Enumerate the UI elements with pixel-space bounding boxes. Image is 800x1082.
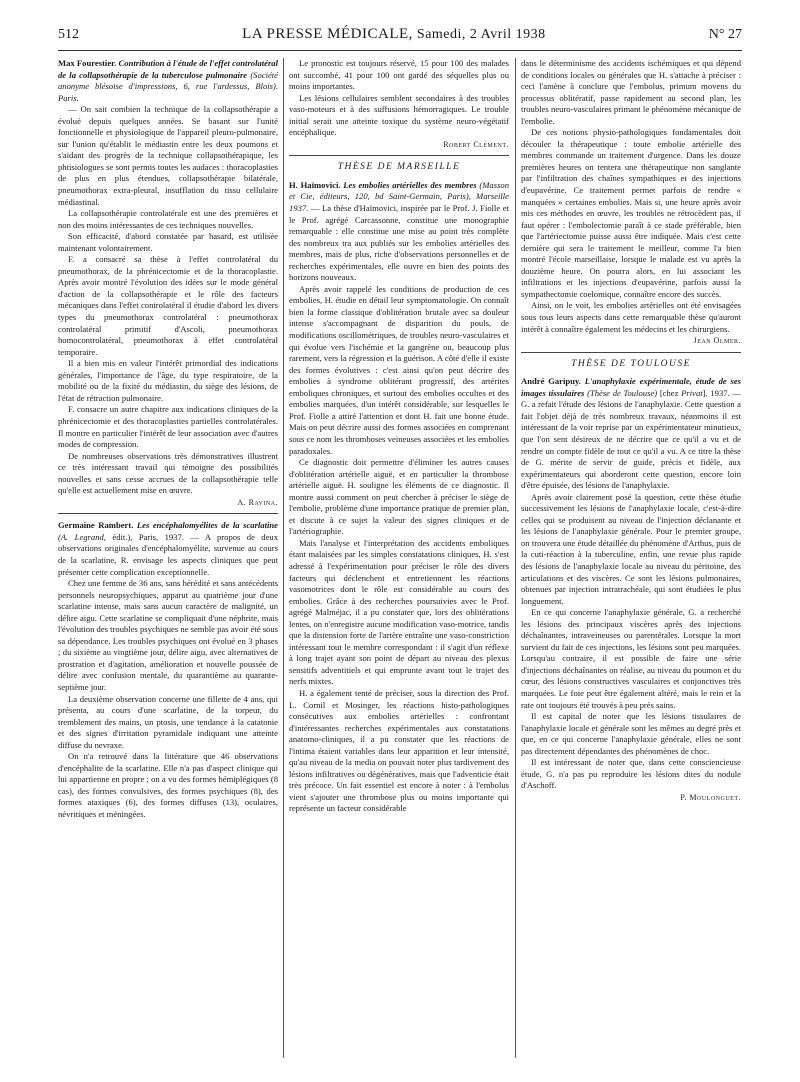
review-author: Germaine Rambert.: [58, 520, 134, 531]
paragraph: Après avoir rappelé les conditions de production de ces embolies, H. étudie en détail leur symptomatologie. On connaît bien la forme classique d'oblitération brutale avec sa douleur intense s'accompagnant de disparition du pouls, de modifications oscillométriques, de troubles neuro-vasculaires et qui évolue vers l'ischémie et la gangrène ou, beaucoup plus rarement, vers la régression et la guérison. A côté d'elle il existe des formes évolutives : c'est ainsi qu'on peut décrire des embolies à syndrome oblitérant progressif, des artérites emboliques chroniques, et surtout des embolies occultes et des embolies marquées, d'un intérêt considérable, sur lesquelles le Prof. Fiolle a attiré l'attention et dont H. fait une bonne étude. Mais on peut décrire aussi des formes associées en comprenant sous ce nom les thromboses veineuses associées et les embolies paradoxales.: [289, 283, 509, 456]
review-heading-haimovici: [289, 180, 509, 284]
paragraph: Il est intéressant de noter que, dans cette consciencieuse étude, G. n'a pas pu reproduire les lésions dites du nodule d'Aschoff.: [521, 757, 741, 791]
page-header: [58, 26, 742, 48]
column-1: [58, 58, 278, 1068]
journal-name: LA PRESSE MÉDICALE,: [242, 26, 413, 42]
paragraph: De ces notions physio-pathologiques fondamentales doit découler la thérapeutique : toute embolie artérielle des membres commande un traitement d'urgence. Dans les douze premières heures on tentera une thérapeutique non sanglante par l'infiltration des chaînes sympathiques et des injections d'eupavérine. Ce traitement permet parfois de rendre « manquées » certaines embolies. Mais si, une heure après avoir mis ces méthodes en œuvre, les troubles ne rétrocèdent pas, il faut opérer : l'embolectomie paraît à ce stade préférable, bien que l'artériectomie puisse aussi être indiquée. Mais c'est cette dernière qui sera le traitement le meilleur, comme l'a bien montré l'école marseillaise, lorsque le malade est vu après la douzième heure. On pourra alors, en lui associant les infiltrations et les injections d'eupavérine, parfois aussi la sympathectomie coelomique, connaître encore des succès.: [521, 127, 741, 299]
section-heading-toulouse: THÈSE DE TOULOUSE: [571, 358, 691, 369]
paragraph: — On sait combien la technique de la collapsothérapie a évolué depuis quelques années. Se basant sur l'unité fonctionnelle et physiologique de l'appareil pleuro-pulmonaire, sur l'union qu'établit le médiastin entre les deux poumons et s'aidant des progrès de la technique collapsothérapique, les phtisiologues se sont permis toutes les audaces : thoracoplasties de plus en plus étendues, collapsothérapie bilatérale, pneumothorax extra-pleural, insufflation du tissu cellulaire médiastinal.: [58, 104, 278, 207]
review-intro: — A propos de deux observations originales d'encéphalomyélite, survenue au cours de la scarlatine, R. envisage les aspects cliniques que peut présenter cette complication exceptionnelle.: [58, 531, 278, 577]
paragraph: La deuxième observation concerne une fillette de 4 ans, qui présenta, au cours d'une scarlatine, de la torpeur, du tremblement des mains, un ptosis, une tendance à la catatonie et des signes d'irritation pyramidale indiquant une atteinte diffuse du nevraxe.: [58, 693, 278, 750]
review-title: Contribution à l'étude de l'effet controlatéral de la collapsothérapie de la tuberculose pulmonaire: [58, 58, 278, 80]
review-signature: Robert Clément.: [443, 139, 509, 149]
review-publication: édit.), Paris, 1937.: [112, 531, 184, 542]
review-signature: A. Ravina.: [237, 497, 278, 507]
review-publisher: (A. Legrand,: [58, 531, 106, 542]
review-intro: — G. a refait l'étude des lésions de l'anaphylaxie. Cette question a fait l'objet déjà de très nombreux travaux, néanmoins il est intéressant de la voir reprise par un expérimentateur minutieux, que l'on sent désireux de ne décrire que ce qu'il a vu et de rendre un compte fidèle de tout ce qu'il a vu. A ce titre la thèse de G. mérite de servir de guide, précis et fidèle, aux expérimentateurs qui aborderont cette question, encore loin d'être épuisée, des lésions de l'anaphylaxie.: [521, 387, 741, 491]
paragraph: Il a bien mis en valeur l'intérêt primordial des indications générales, l'importance de l'âge, du type respiratoire, de la mobilité ou de la fixité du médiastin, du siège des lésions, de l'état de rétraction pulmonaire.: [58, 358, 278, 403]
review-publisher: (Société anonyme blésoise d'impressions, 6, rue l'ardessus, Blois). Paris.: [58, 69, 278, 103]
review-publisher-name: Privat: [681, 387, 703, 398]
paragraph: F. a consacré sa thèse à l'effet controlatéral du pneumothorax, de la phrénicectomie et de la thoracoplastie. Après avoir montré l'évolution des idées sur le mode général d'action de la collapsothérapie et le rôle des facteurs mécaniques dans l'effet controlatéral il étudie d'abord les divers types du pneumothorax controlatéral : pneumothorax controlatéral primitif d'Ascoli, pneumothorax homocontrolatéral, pneumothorax à effet controlatéral temporaire.: [58, 254, 278, 357]
issue-number: N° 27: [708, 27, 742, 42]
review-publisher: (Masson et Cie, éditeurs, 120, bd Saint-Germain, Paris), Marseille 1937.: [289, 179, 509, 214]
paragraph: dans le déterminisme des accidents ischémiques et qui dépend de conditions locales ou générales que H. s'attache à préciser : ceci l'amène à conclure que l'embolus, primum movens du processus oblitératif, passe rapidement au second plan, les troubles neuro-vasculaires primant le phénomène mécanique de l'embolie.: [521, 58, 741, 126]
paragraph: Son efficacité, d'abord constatée par hasard, est utilisée maintenant volontairement.: [58, 231, 278, 253]
review-publication: [chez: [659, 387, 679, 398]
paragraph: La collapsothérapie controlatérale est une des premières et non des moins intéressantes de ces techniques nouvelles.: [58, 208, 278, 230]
paragraph: Ce diagnostic doit permettre d'éliminer les autres causes d'oblitération artérielle aiguë, et en particulier la thrombose artérielle aiguë. H. souligne les éléments de ce diagnostic. Il montre aussi comment on peut chercher à préciser le siège de l'embolie, problème d'une importance pratique de premier plan, et discute à ce sujet la valeur des signes cliniques et de l'artériographie.: [289, 457, 509, 537]
paragraph: H. a également tenté de préciser, sous la direction des Prof. L. Cornil et Mosinger, les réactions histo-pathologiques consécutives aux embolies artérielles : confrontant d'intéressantes recherches expérimentales aux constatations anatomo-cliniques, il a pu constater que les réactions de l'intima étaient variables dans leur apparition et leur intensité, qu'au niveau de la media on pouvait noter plus tardivement des lésions infiltratives ou dégénératives, mais que l'adventicie était très précoce. Un fait essentiel est encore à noter : à l'embolus vient s'ajouter une thrombose plus ou moins importante qui représente un facteur considérable: [289, 687, 509, 814]
running-title: [242, 26, 546, 43]
review-intro: — La thèse d'Haïmovici, inspirée par le Prof. J. Fiolle et le Prof. agrégé Carcassonne, constitue une monographie remarquable : elle constitue une mise au point très complète des nombreux tra aux publiés sur les embolies artérielles des membres, mais de plus, riche d'observations personnelles et de recherches expérimentales, elle ouvre en bien des points des horizons nouveaux.: [289, 203, 509, 283]
paragraph: Les lésions cellulaires semblent secondaires à des troubles vaso-moteurs et à des suffusions hémorragiques. Le trouble initial serait une atteinte toxique du système neuro-végétatif encéphalique.: [289, 92, 509, 138]
review-author: H. Haïmovici.: [289, 179, 341, 190]
section-heading-marseille: THÈSE DE MARSEILLE: [337, 162, 461, 173]
paragraph: Chez une femme de 36 ans, sans hérédité et sans antécédents personnels neuropsychiques, apparut au quatrième jour d'une scarlatine intense, mais sans aucun caractère de malignité, un délire aigu. Cette scarlatine se compliquait d'une néphrite, mais l'évolution des troubles psychiques ne semble pas avoir été sous sa dépendance. Les troubles psychiques ont évolué en 3 phases ; du sixième au vingtième jour, délire aigu, avec alternatives de prostration et d'agitation, amélioration et nouvelle poussée de délire avec confusion mentale, du quarantième au quarante-septième jour.: [58, 578, 278, 692]
review-divider: [58, 513, 278, 514]
paragraph: On n'a retrouvé dans la littérature que 46 observations d'encéphalite de la scarlatine. Elle n'a pas d'aspect clinique qui lui appartienne en propre ; on a vu des formes hémiplégiques (8 cas), des formes convulsives, des formes psychiques (8), des formes ataxiques (6), des formes diffuses (13), oculaires, névritiques et méningées.: [58, 751, 278, 819]
review-title: Les encéphalomyélites de la scarlatine: [136, 520, 278, 531]
review-heading-rambert: [58, 520, 278, 578]
review-signature: Jean Olmer.: [693, 336, 741, 346]
column-2: [289, 58, 509, 1068]
issue-date: Samedi, 2 Avril 1938: [416, 27, 546, 42]
review-heading-garipuy: [521, 376, 741, 491]
paragraph: Il est capital de noter que les lésions tissulaires de l'anaphylaxie locale et générale sont les mêmes au degré près et que, en ce qui concerne l'anaphylaxie générale, elles ne sont pas directement dépendantes des phénomènes de choc.: [521, 711, 741, 756]
review-title: Les embolies artérielles des membres: [343, 179, 477, 190]
review-heading-fourestier: [58, 58, 278, 104]
paragraph: De nombreuses observations très démonstratives illustrent ce très intéressant travail qui témoigne des possibilités nouvelles et sans cesse accrues de la collapsothérapie telle qu'elle est actuellement mise en œuvre.: [58, 450, 278, 496]
column-divider-2: [515, 58, 516, 1058]
review-author: André Garipuy.: [521, 376, 581, 387]
column-3: [521, 58, 741, 1068]
paragraph: Ainsi, on le voit, les embolies artérielles ont été envisagées sous tous leurs aspects dans cette remarquable thèse qu'auront intérêt à connaître également les médecins et les chirurgiens.: [521, 300, 741, 334]
review-divider: [521, 352, 741, 353]
review-publication-year: ]. 1937.: [702, 387, 730, 398]
review-author: Max Fourestier.: [58, 58, 117, 68]
page-number: 512: [58, 27, 79, 42]
paragraph: Le pronostic est toujours réservé, 15 pour 100 des malades ont succombé, 41 pour 100 ont gardé des séquelles plus ou moins importantes.: [289, 58, 509, 92]
paragraph: Mais l'analyse et l'interprétation des accidents emboliques étant malaisées par les simples constatations cliniques, H. s'est adressé à l'expérimentation pour préciser le rôle des divers facteurs qui déclenchent et entretiennent les réactions vasomotrices dont le rôle est considérable au cours des embolies. Grâce à des recherches poursuivies avec le Prof. agrégé Malméjac, il a pu constater que, lors des oblitérations lentes, on n'enregistre aucune modification vaso-motrice, tandis que la distension forte de l'artère entraîne une vaso-constriction intéressant tout le membre correspondant : il s'agit d'un réflexe à long trajet ayant son point de départ au niveau des plexus sensitifs adventitiels et qui emprunte avant tout le trajet des nerfs mixtes.: [289, 537, 509, 687]
review-publisher: (Thèse de Toulouse): [587, 387, 658, 398]
column-divider-1: [283, 58, 284, 1058]
paragraph: Après avoir clairement posé la question, cette thèse étudie successivement les lésions de l'anaphylaxie locale, c'est-à-dire celles qui se produisent au niveau de l'injection déclanante et les lésions de l'anaphylaxie générale. Pour le premier groupe, on trouvera une étude détaillée du phénomène d'Arthus, puis de la cuti-réaction à la tuberculine, enfin, une revue plus rapide des lésions de l'anaphylaxie locale au niveau du péritoine, des articulations et des viscères. Ce sont les lésions pulmonaires, obtenues par injection intratrachéale, qui sont étudiées le plus longuement.: [521, 491, 741, 606]
paragraph: En ce qui concerne l'anaphylaxie générale, G. a recherché les lésions des principaux viscères après des injections déchaînantes, intraveineuses ou parentérales. Lorsque la mort survient du fait de ces injections, les lésions sont peu marquées. Lorsqu'au contraire, il est possible de faire une série d'injections déchaînantes on réalise, au niveau du poumon et du cœur, des lésions constructives vasculaires et conjonctives très marquées. Le foie peut être également altéré, mais le rein et la rate ont toujours été trouvés à peu près sains.: [521, 607, 741, 710]
header-rule: [58, 50, 742, 51]
review-divider: [289, 155, 509, 156]
paragraph: F. consacre un autre chapitre aux indications cliniques de la phrénicectomie et des thoracoplasties partielles controlatérales. Il montre en particulier l'intérêt de leur association avec d'autres modes de compression.: [58, 404, 278, 450]
review-signature: P. Moulonguet.: [680, 792, 741, 802]
review-title: L'anaphylaxie expérimentale, étude de ses images tissulaires: [521, 376, 741, 398]
